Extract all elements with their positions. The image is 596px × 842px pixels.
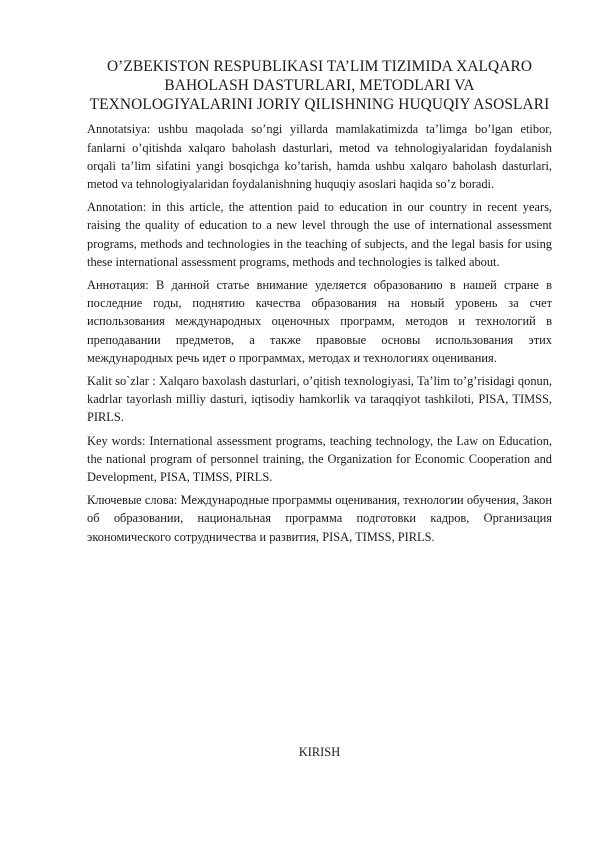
paper-title: O’ZBEKISTON RESPUBLIKASI TA’LIM TIZIMIDA XALQARO BAHOLASH DASTURLARI, METODLARI VA TEXNOLOGIYALARINI JORIY QILISHNING HUQUQIY ASOSLARI (89, 58, 550, 113)
keywords-uzbek: Kalit so`zlar : Xalqaro baxolash dasturlari, o’qitish texnologiyasi, Ta’lim to’g’risidagi qonun, kadrlar tayorlash milliy dasturi, iqtisodiy hamkorlik va taraqqiyot tashkiloti, PISA, TIMSS, PIRLS. (87, 374, 552, 425)
abstract-english: Annotation: in this article, the attention paid to education in our country in recent years, raising the quality of education to a new level through the use of international assessment programs, methods and technologies in the teaching of subjects, and the legal basis for using these international assessment programs, methods and technologies is talked about. (87, 200, 552, 269)
keywords-english: Key words: International assessment programs, teaching technology, the Law on Education, the national program of personnel training, the Organization for Economic Cooperation and Development, PISA, TIMSS, PIRLS. (87, 433, 552, 485)
section-heading-introduction: KIRISH (298, 745, 341, 759)
abstract-russian: Аннотация: В данной статье внимание уделяется образованию в нашей стране в последние годы, поднятию качества образования на новый уровень за счет использования международных оценочных программ, методов и технологий в преподавании предметов, а также правовые основы использования этих международных речь идет о программах, методах и технологиях оценивания. (87, 278, 552, 365)
keywords-russian: Ключевые слова: Международные программы оценивания, технологии обучения, Закон об образовании, национальная программа подготовки кадров, Организация экономического сотрудничества и развития, PISA, TIMSS, PIRLS. (87, 493, 552, 544)
abstract-uzbek: Annotatsiya: ushbu maqolada so’ngi yillarda mamlakatimizda ta’limga bo’lgan etibor, fanlarni o’qitishda xalqaro baholash dasturlari, metod va tehnologiyalaridan foydalanish orqali ta’lim sifatini yangi bosqichga ko’tarish, hamda ushbu xalqaro baholash dasturlari, metod va tehnologiyalaridan foydalanishning huquqiy asoslari haqida so’z boradi. (87, 122, 552, 191)
